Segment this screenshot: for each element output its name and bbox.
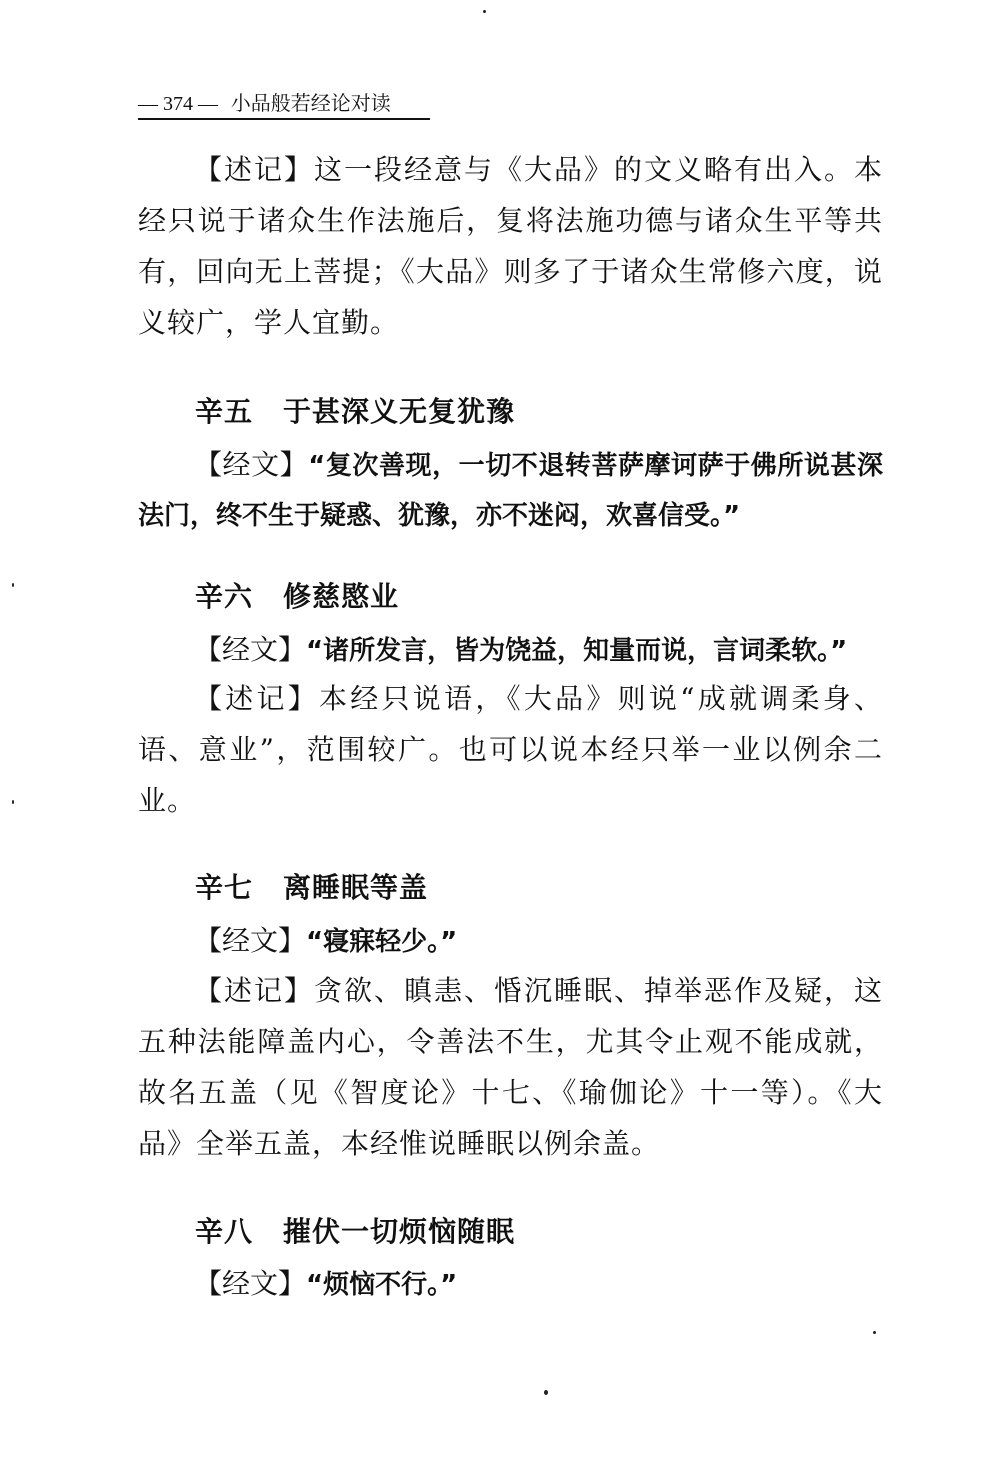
page-number: — 374 — <box>138 93 218 115</box>
section-heading-xin7 <box>195 870 428 906</box>
section-heading-xin5 <box>195 394 515 430</box>
sutra-paragraph-xin6 <box>138 625 883 676</box>
sutra-tag: 【经文】 <box>194 448 309 481</box>
scan-speck <box>12 800 14 804</box>
section-heading-xin6 <box>195 579 399 615</box>
section-title: 于甚深义无复犹豫 <box>283 395 516 428</box>
section-title: 摧伏一切烦恼随眠 <box>283 1215 516 1248</box>
commentary-tag: 【述记】 <box>194 682 320 715</box>
commentary-paragraph-xin6 <box>138 673 883 826</box>
book-title: 小品般若经论对读 <box>230 91 391 115</box>
scan-speck <box>873 1331 876 1334</box>
scan-speck <box>12 583 14 587</box>
scan-speck <box>483 10 486 13</box>
sutra-tag: 【经文】 <box>194 924 307 957</box>
sutra-text: “寝寐轻少。” <box>306 927 458 957</box>
sutra-paragraph-xin7 <box>138 916 883 967</box>
intro-commentary-paragraph <box>138 144 883 348</box>
commentary-text: 贪欲、瞋恚、惛沉睡眠、掉举恶作及疑，这五种法能障盖内心，令善法不生，尤其令止观不能成就，故名五盖（见《智度论》十七、《瑜伽论》十一等）。《大品》全举五盖，本经惟说睡眠以例余盖。 <box>138 974 883 1160</box>
section-number: 辛七 <box>195 871 254 904</box>
commentary-text: 本经只说语，《大品》则说“成就调柔身、语、意业”，范围较广。也可以说本经只举一业以例余二业。 <box>138 682 883 817</box>
section-number: 辛六 <box>195 580 254 613</box>
section-heading-xin8 <box>195 1214 515 1250</box>
section-number: 辛五 <box>195 395 254 428</box>
section-number: 辛八 <box>195 1215 254 1248</box>
section-title: 修慈愍业 <box>283 580 400 613</box>
commentary-tag: 【述记】 <box>194 153 314 186</box>
sutra-paragraph-xin8 <box>138 1259 883 1310</box>
commentary-tag: 【述记】 <box>194 974 314 1007</box>
commentary-paragraph-xin7 <box>138 965 883 1169</box>
running-header <box>138 90 430 120</box>
scan-speck <box>544 1390 548 1395</box>
sutra-text: “复次善现，一切不退转菩萨摩诃萨于佛所说甚深法门，终不生于疑惑、犹豫，亦不迷闷，欢喜信受。” <box>138 451 883 531</box>
section-title: 离睡眠等盖 <box>283 871 429 904</box>
sutra-text: “烦恼不行。” <box>306 1270 458 1300</box>
sutra-tag: 【经文】 <box>194 1267 307 1300</box>
commentary-text: 这一段经意与《大品》的文义略有出入。本经只说于诸众生作法施后，复将法施功德与诸众生平等共有，回向无上菩提；《大品》则多了于诸众生常修六度，说义较广，学人宜勤。 <box>138 153 883 339</box>
sutra-paragraph-xin5 <box>138 440 883 541</box>
sutra-tag: 【经文】 <box>194 633 307 666</box>
sutra-text: “诸所发言，皆为饶益，知量而说，言词柔软。” <box>306 636 848 666</box>
